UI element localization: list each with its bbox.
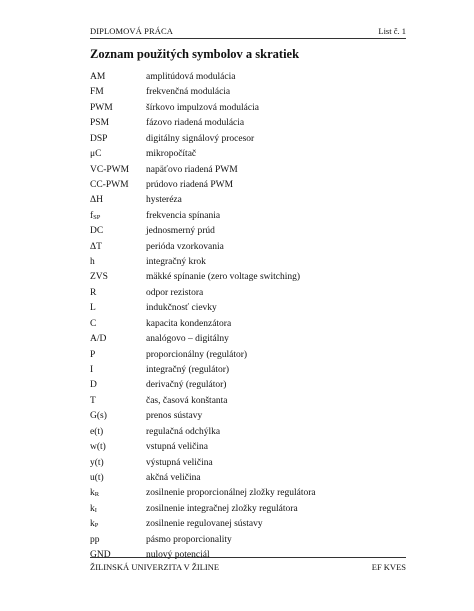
symbol: [90, 332, 106, 347]
symbol-description: frekvenčná modulácia: [146, 87, 231, 98]
symbol-description: derivačný (regulátor): [146, 380, 227, 391]
symbol: [90, 132, 107, 147]
symbol-description: amplitúdová modulácia: [146, 72, 236, 82]
list-item: [90, 85, 410, 100]
symbol-description: výstupná veličina: [146, 457, 213, 468]
list-item: [90, 502, 410, 517]
symbol-text: GND: [90, 550, 111, 561]
list-item: [90, 425, 410, 440]
symbol-text: A/D: [90, 334, 107, 345]
page-header: [90, 26, 406, 38]
symbol-list: [90, 70, 410, 564]
symbol-description: akčná veličina: [146, 472, 201, 483]
list-item: [90, 178, 410, 193]
list-item: [90, 163, 410, 178]
symbol-text: h: [90, 257, 95, 268]
symbol-text: μC: [90, 149, 102, 160]
symbol-description: zosilnenie regulovanej sústavy: [146, 519, 263, 530]
symbol: [90, 533, 100, 548]
symbol-description: nulový potenciál: [146, 550, 210, 561]
symbol-subscript: R: [94, 491, 100, 499]
list-item: [90, 255, 410, 270]
list-item: [90, 332, 410, 347]
header-divider: [90, 38, 406, 39]
symbol-text: PWM: [90, 102, 113, 113]
symbol-description: perióda vzorkovania: [146, 241, 224, 252]
list-item: [90, 70, 410, 85]
list-item: [90, 456, 410, 471]
symbol: [90, 440, 106, 455]
symbol: [90, 255, 95, 270]
symbol: [90, 209, 100, 224]
symbol-description: mäkké spínanie (zero voltage switching): [146, 272, 301, 283]
symbol: [90, 240, 102, 255]
list-item: [90, 317, 410, 332]
symbol: [90, 378, 97, 393]
symbol-text: DC: [90, 226, 104, 237]
symbol-description: pásmo proporcionality: [146, 534, 232, 545]
symbol-text: y(t): [90, 457, 104, 468]
symbol: [90, 348, 95, 363]
symbol-description: integračný krok: [146, 257, 206, 268]
symbol-description: indukčnosť cievky: [146, 303, 217, 314]
symbol-description: integračný (regulátor): [146, 365, 230, 376]
symbol-text: k: [90, 519, 95, 530]
list-item: [90, 270, 410, 285]
symbol-text: ΔT: [90, 241, 102, 252]
symbol-subscript: I: [94, 506, 97, 514]
symbol-description: prúdovo riadená PWM: [146, 179, 234, 190]
symbol-text: f: [90, 210, 94, 221]
symbol-description: digitálny signálový procesor: [146, 133, 255, 144]
symbol-text: R: [90, 287, 97, 298]
symbol-description: zosilnenie integračnej zložky regulátora: [146, 503, 298, 514]
symbol-description: mikropočítač: [146, 149, 197, 160]
symbol: [90, 486, 99, 501]
symbol: [90, 517, 98, 532]
list-item: [90, 409, 410, 424]
page-title: Zoznam použitých symbolov a skratiek: [90, 47, 300, 61]
symbol: [90, 471, 104, 486]
symbol-description: šírkovo impulzová modulácia: [146, 102, 259, 113]
symbol-description: hysteréza: [146, 195, 182, 206]
symbol-text: L: [90, 303, 96, 314]
symbol: [90, 163, 129, 178]
symbol-text: pp: [90, 534, 100, 545]
list-item: [90, 533, 410, 548]
list-item: [90, 240, 410, 255]
symbol-text: G(s): [90, 411, 107, 422]
symbol: [90, 147, 101, 162]
symbol-description: zosilnenie proporcionálnej zložky regulátora: [146, 488, 316, 499]
symbol-text: D: [90, 380, 97, 391]
symbol: [90, 301, 96, 316]
symbol-description: prenos sústavy: [146, 411, 203, 422]
symbol: [90, 363, 93, 378]
symbol-description: fázovo riadená modulácia: [146, 118, 245, 129]
symbol-text: u(t): [90, 472, 104, 483]
list-item: [90, 301, 410, 316]
symbol: [90, 317, 96, 332]
header-document-type: DIPLOMOVÁ PRÁCA: [90, 26, 173, 36]
list-item: [90, 517, 410, 532]
symbol-description: proporcionálny (regulátor): [146, 349, 248, 360]
list-item: [90, 440, 410, 455]
list-item: [90, 147, 410, 162]
symbol: [90, 85, 104, 100]
symbol-description: napäťovo riadená PWM: [146, 164, 238, 175]
symbol-subscript: P: [94, 522, 99, 530]
symbol: [90, 425, 103, 440]
symbol-text: P: [90, 349, 96, 360]
symbol-description: kapacita kondenzátora: [146, 318, 232, 329]
symbol-text: ΔH: [90, 195, 103, 206]
symbol-text: T: [90, 395, 96, 406]
list-item: [90, 193, 410, 208]
symbol-description: odpor rezistora: [146, 287, 204, 298]
list-item: [90, 378, 410, 393]
list-item: [90, 286, 410, 301]
symbol-text: ZVS: [90, 272, 108, 283]
symbol: [90, 409, 107, 424]
symbol: [90, 270, 108, 285]
symbol: [90, 394, 96, 409]
symbol-text: PSM: [90, 118, 110, 129]
page-footer: [90, 562, 406, 574]
symbol: [90, 101, 113, 116]
list-item: [90, 101, 410, 116]
list-item: [90, 132, 410, 147]
symbol: [90, 456, 104, 471]
symbol-text: w(t): [90, 442, 106, 453]
footer-department: EF KVES: [371, 562, 406, 572]
symbol-text: k: [90, 488, 95, 499]
list-item: [90, 209, 410, 224]
symbol-subscript: SP: [93, 213, 101, 221]
symbol-description: regulačná odchýlka: [146, 426, 221, 437]
symbol-text: DSP: [90, 133, 108, 144]
symbol-description: analógovo – digitálny: [146, 334, 229, 345]
list-item: [90, 224, 410, 239]
footer-university: ŽILINSKÁ UNIVERZITA V ŽILINE: [90, 562, 220, 572]
list-item: [90, 116, 410, 131]
symbol-text: e(t): [90, 426, 104, 437]
symbol: [90, 116, 109, 131]
symbol-description: čas, časová konštanta: [146, 395, 228, 406]
symbol: [90, 178, 129, 193]
symbol-text: AM: [90, 72, 106, 82]
symbol-text: CC-PWM: [90, 179, 129, 190]
symbol-text: FM: [90, 87, 104, 98]
symbol: [90, 286, 96, 301]
symbol: [90, 502, 97, 517]
symbol-description: frekvencia spínania: [146, 210, 221, 221]
list-item: [90, 348, 410, 363]
footer-divider: [90, 557, 406, 558]
symbol: [90, 70, 105, 85]
header-page-number: List č. 1: [378, 26, 406, 36]
list-item: [90, 486, 410, 501]
symbol-description: jednosmerný prúd: [146, 226, 215, 237]
symbol-text: C: [90, 318, 97, 329]
list-item: [90, 394, 410, 409]
list-item: [90, 363, 410, 378]
symbol-text: VC-PWM: [90, 164, 130, 175]
symbol: [90, 193, 103, 208]
symbol-text: k: [90, 503, 95, 514]
symbol-text: I: [90, 365, 94, 376]
symbol-description: vstupná veličina: [146, 442, 208, 453]
symbol: [90, 224, 103, 239]
list-item: [90, 471, 410, 486]
